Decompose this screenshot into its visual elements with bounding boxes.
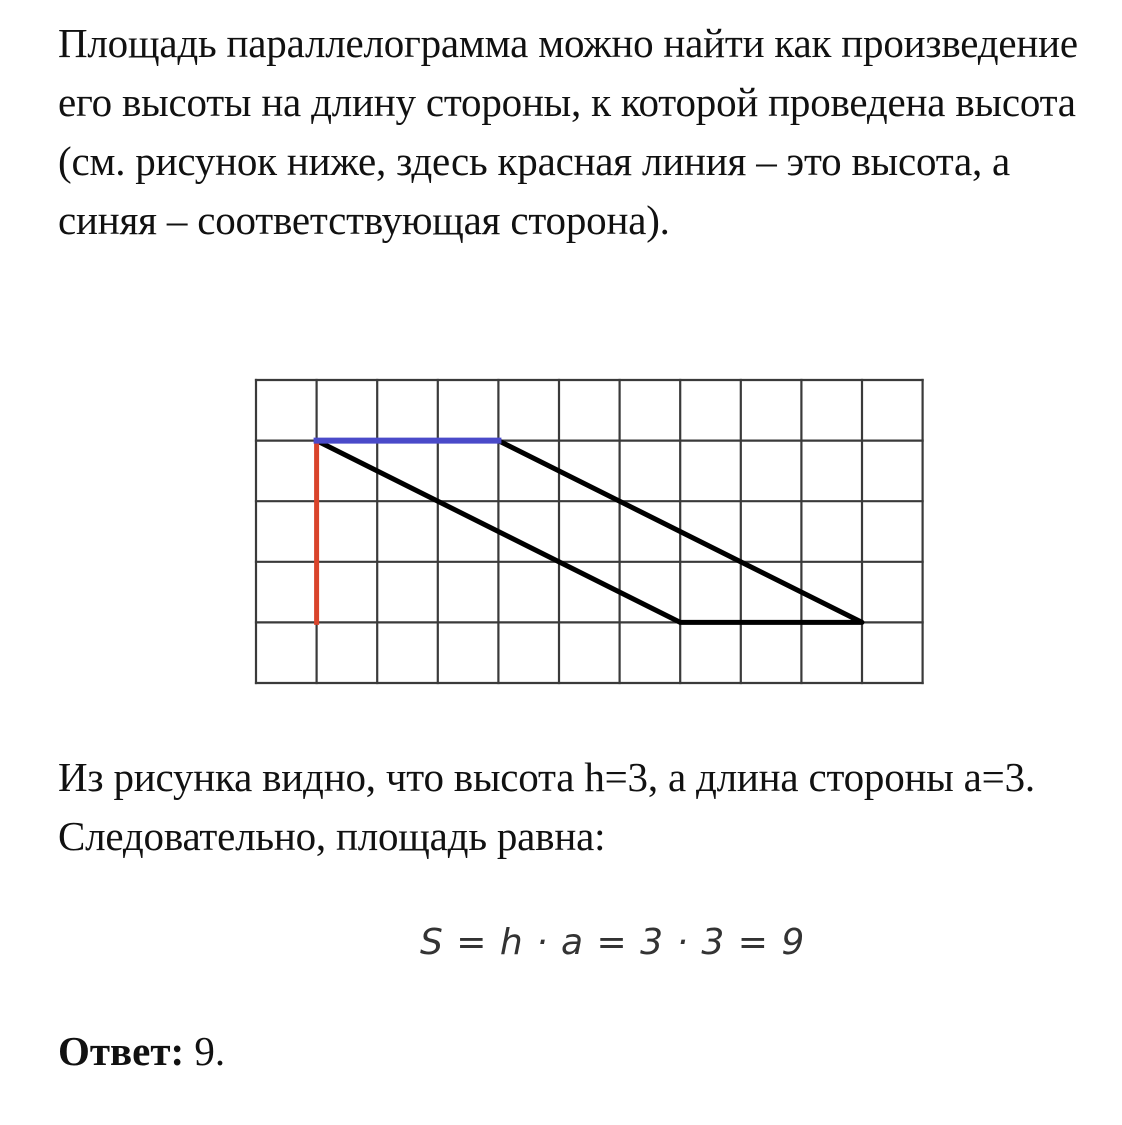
answer-label: Ответ: (58, 1028, 185, 1074)
answer-line (58, 1022, 225, 1081)
parallelogram (317, 441, 862, 623)
parallelogram-grid-figure (250, 374, 926, 690)
area-formula: S = h · a = 3 · 3 = 9 (420, 922, 806, 963)
grid-lines (256, 380, 923, 683)
answer-value: 9. (184, 1028, 226, 1074)
conclusion-paragraph: Из рисунка видно, что высота h=3, а длина стороны a=3. Следовательно, площадь равна: (58, 754, 1035, 859)
intro-paragraph: Площадь параллелограмма можно найти как произведение его высоты на длину стороны, к которой проведена высота (см. рисунок ниже, здесь красная линия – это высота, а синяя – соответствующая сторона). (58, 20, 1078, 243)
figure-shapes (317, 441, 862, 623)
